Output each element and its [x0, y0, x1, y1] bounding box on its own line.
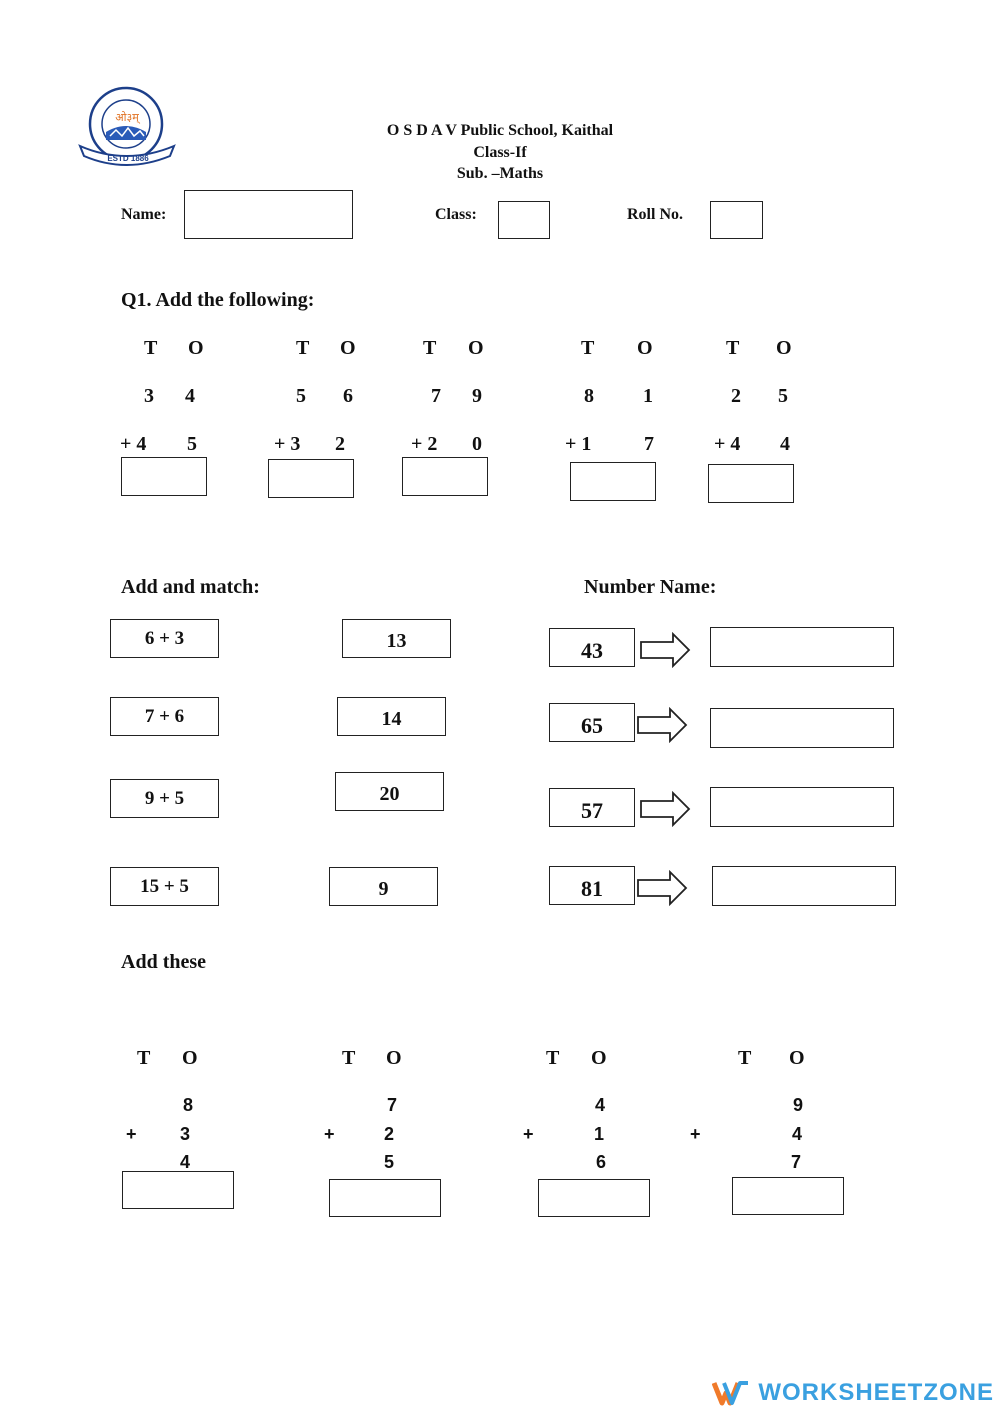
answer-box[interactable]: [268, 459, 354, 498]
top-ones: 9: [472, 385, 482, 407]
top-ones: 5: [778, 385, 788, 407]
match-right-item[interactable]: 13: [342, 619, 451, 658]
top-ones: 6: [343, 385, 353, 407]
addend-tens: + 1: [565, 433, 592, 455]
ones-header: O: [789, 1047, 805, 1069]
addend-ones: 2: [335, 433, 345, 455]
match-right-item[interactable]: 9: [329, 867, 438, 906]
number-name-title: Number Name:: [584, 576, 717, 598]
addend-1: 9: [793, 1095, 804, 1115]
answer-box[interactable]: [538, 1179, 650, 1217]
addend-3: 7: [791, 1152, 802, 1172]
class-title: Class-If: [473, 144, 527, 161]
worksheetzone-watermark: [712, 1379, 994, 1407]
top-tens: 7: [431, 385, 441, 407]
roll-field[interactable]: [710, 201, 763, 239]
match-right-item[interactable]: 14: [337, 697, 446, 736]
top-tens: 2: [731, 385, 741, 407]
name-label: Name:: [121, 206, 167, 223]
tens-header: T: [581, 337, 595, 359]
school-name: O S D A V Public School, Kaithal: [386, 122, 614, 139]
addend-tens: + 2: [411, 433, 438, 455]
answer-box[interactable]: [570, 462, 656, 501]
addend-ones: 5: [187, 433, 197, 455]
class-label: Class:: [435, 206, 477, 223]
class-field[interactable]: [498, 201, 550, 239]
answer-box[interactable]: [329, 1179, 441, 1217]
number-name-answer[interactable]: [712, 866, 896, 906]
tens-header: T: [342, 1047, 356, 1069]
match-title: Add and match:: [121, 576, 260, 598]
answer-box[interactable]: [121, 457, 207, 496]
addend-3: 4: [180, 1152, 191, 1172]
addend-1: 7: [387, 1095, 398, 1115]
addend-tens: + 3: [274, 433, 301, 455]
addend-ones: 4: [780, 433, 790, 455]
logo-banner-text: ESTD 1886: [107, 154, 149, 163]
addend-tens: + 4: [714, 433, 741, 455]
q1-title: Q1. Add the following:: [121, 289, 315, 311]
ones-header: O: [637, 337, 653, 359]
ones-header: O: [776, 337, 792, 359]
worksheetzone-w-icon: [712, 1379, 750, 1407]
arrow-right-icon: [636, 870, 688, 911]
addend-tens: + 4: [120, 433, 147, 455]
plus-sign: +: [126, 1124, 137, 1144]
answer-box[interactable]: [402, 457, 488, 496]
plus-sign: +: [324, 1124, 335, 1144]
addend-3: 5: [384, 1152, 395, 1172]
match-left-item[interactable]: 7 + 6: [110, 697, 219, 736]
watermark-text: WORKSHEETZONE: [758, 1379, 994, 1406]
number-box: 57: [549, 788, 635, 827]
ones-header: O: [386, 1047, 402, 1069]
addend-ones: 0: [472, 433, 482, 455]
add-these-title: Add these: [121, 951, 207, 973]
match-right-item[interactable]: 20: [335, 772, 444, 811]
tens-header: T: [738, 1047, 752, 1069]
match-left-item[interactable]: 9 + 5: [110, 779, 219, 818]
top-tens: 8: [584, 385, 594, 407]
roll-label: Roll No.: [627, 206, 683, 223]
number-box: 43: [549, 628, 635, 667]
tens-header: T: [137, 1047, 151, 1069]
addend-2: 2: [384, 1124, 395, 1144]
top-tens: 3: [144, 385, 154, 407]
addend-1: 8: [183, 1095, 194, 1115]
tens-header: T: [144, 337, 158, 359]
answer-box[interactable]: [708, 464, 794, 503]
top-ones: 1: [643, 385, 653, 407]
number-name-answer[interactable]: [710, 708, 894, 748]
arrow-right-icon: [639, 791, 691, 832]
ones-header: O: [468, 337, 484, 359]
tens-header: T: [423, 337, 437, 359]
school-logo: [76, 84, 180, 170]
answer-box[interactable]: [122, 1171, 234, 1209]
ones-header: O: [182, 1047, 198, 1069]
addend-ones: 7: [644, 433, 654, 455]
name-field[interactable]: [184, 190, 353, 239]
logo-center-text: ओ३म्: [115, 111, 139, 124]
top-ones: 4: [185, 385, 195, 407]
match-left-item[interactable]: 6 + 3: [110, 619, 219, 658]
number-name-answer[interactable]: [710, 787, 894, 827]
arrow-right-icon: [639, 632, 691, 673]
ones-header: O: [340, 337, 356, 359]
plus-sign: +: [523, 1124, 534, 1144]
addend-2: 4: [792, 1124, 803, 1144]
number-box: 81: [549, 866, 635, 905]
match-left-item[interactable]: 15 + 5: [110, 867, 219, 906]
tens-header: T: [546, 1047, 560, 1069]
ones-header: O: [188, 337, 204, 359]
addend-1: 4: [595, 1095, 606, 1115]
tens-header: T: [726, 337, 740, 359]
addend-2: 1: [594, 1124, 605, 1144]
subject-title: Sub. –Maths: [456, 165, 544, 182]
addend-3: 6: [596, 1152, 607, 1172]
top-tens: 5: [296, 385, 306, 407]
plus-sign: +: [690, 1124, 701, 1144]
addend-2: 3: [180, 1124, 191, 1144]
ones-header: O: [591, 1047, 607, 1069]
tens-header: T: [296, 337, 310, 359]
answer-box[interactable]: [732, 1177, 844, 1215]
number-box: 65: [549, 703, 635, 742]
number-name-answer[interactable]: [710, 627, 894, 667]
arrow-right-icon: [636, 707, 688, 748]
